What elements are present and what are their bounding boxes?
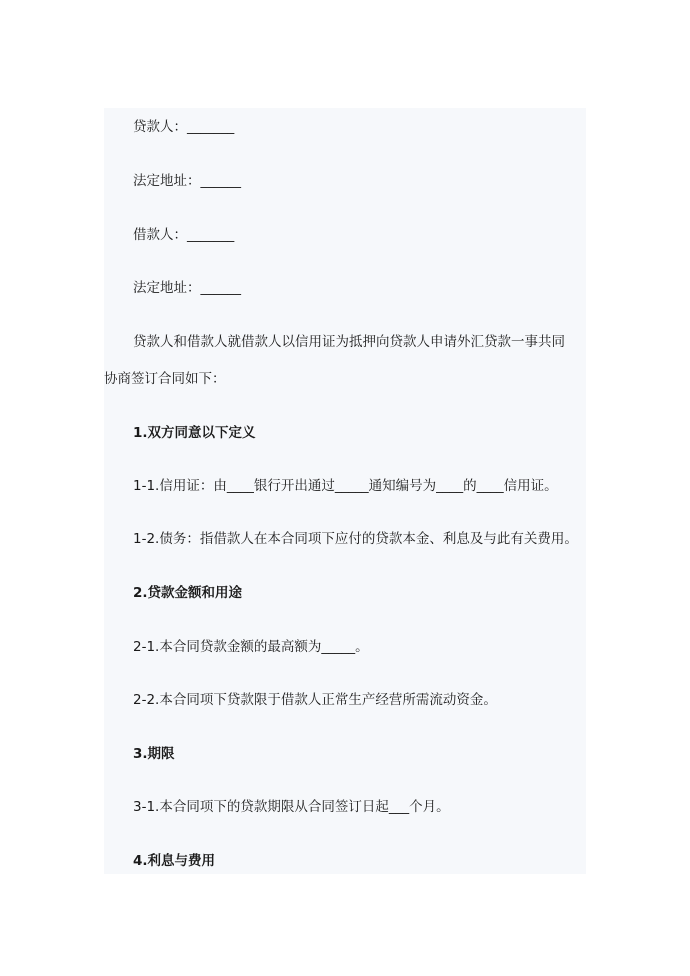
clause-3-1: 3-1.本合同项下的贷款期限从合同签订日起___个月。: [133, 799, 450, 815]
section-heading-interest: 4.利息与费用: [133, 853, 216, 869]
lender-line: 贷款人：_______: [133, 119, 235, 135]
clause-1-2: 1-2.债务：指借款人在本合同项下应付的贷款本金、利息及与此有关费用。: [133, 531, 578, 547]
section-heading-term: 3.期限: [133, 746, 175, 762]
borrower-line: 借款人：_______: [133, 227, 235, 243]
intro-paragraph-line-1: 贷款人和借款人就借款人以信用证为抵押向贷款人申请外汇贷款一事共同: [133, 334, 565, 350]
intro-paragraph-line-2: 协商签订合同如下：: [104, 371, 226, 387]
section-heading-definitions: 1.双方同意以下定义: [133, 425, 256, 441]
clause-2-2: 2-2.本合同项下贷款限于借款人正常生产经营所需流动资金。: [133, 692, 497, 708]
lender-address-line: 法定地址：______: [133, 173, 241, 189]
section-heading-amount: 2.贷款金额和用途: [133, 585, 243, 601]
borrower-address-line: 法定地址：______: [133, 280, 241, 296]
clause-2-1: 2-1.本合同贷款金额的最高额为_____。: [133, 639, 369, 655]
clause-1-1: 1-1.信用证：由____银行开出通过_____通知编号为____的____信用证。: [133, 478, 558, 494]
